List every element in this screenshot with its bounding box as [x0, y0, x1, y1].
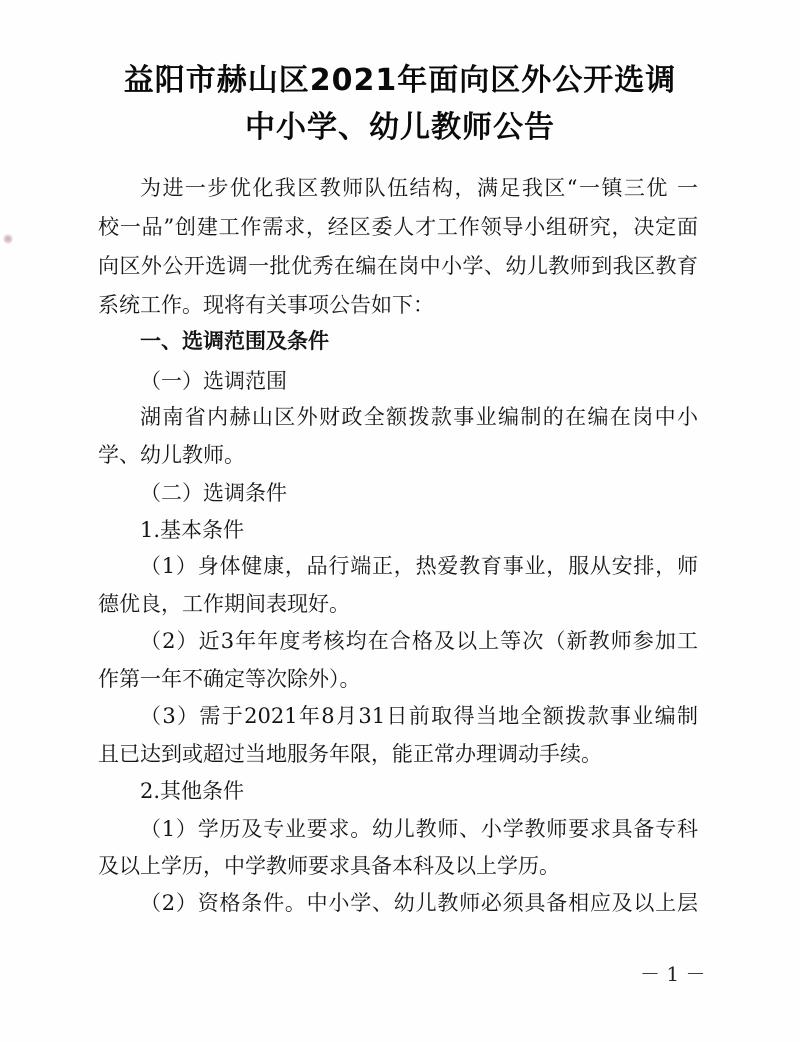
basic-item-1-line-2: 德优良，工作期间表现好。 — [98, 592, 350, 616]
basic-item-1-line-1: （1）身体健康，品行端正，热爱教育事业，服从安排，师 — [140, 554, 698, 578]
other-item-2-line-1: （2）资格条件。中小学、幼儿教师必须具备相应及以上层 — [140, 891, 698, 915]
other-item-1-line-1: （1）学历及专业要求。幼儿教师、小学教师要求具备专科 — [140, 817, 698, 841]
intro-line-3: 向区外公开选调一批优秀在编在岗中小学、幼儿教师到我区教育 — [98, 254, 698, 278]
intro-line-4: 系统工作。现将有关事项公告如下： — [98, 293, 434, 317]
other-heading: 2.其他条件 — [140, 779, 245, 803]
scan-smudge — [3, 234, 13, 244]
other-item-1-line-2: 及以上学历，中学教师要求具备本科及以上学历。 — [98, 854, 560, 878]
basic-heading: 1.基本条件 — [140, 518, 245, 542]
scope-line-2: 学、幼儿教师。 — [98, 443, 245, 467]
basic-item-3-line-1: （3）需于2021年8月31日前取得当地全额拨款事业编制 — [140, 704, 698, 728]
page-title-line1: 益阳市赫山区2021年面向区外公开选调 — [123, 63, 677, 98]
basic-item-3-line-2: 且已达到或超过当地服务年限，能正常办理调动手续。 — [98, 742, 602, 766]
sub2-heading: （二）选调条件 — [140, 481, 287, 505]
sub1-heading: （一）选调范围 — [140, 369, 287, 393]
scope-line-1: 湖南省内赫山区外财政全额拨款事业编制的在编在岗中小 — [140, 405, 698, 429]
section1-heading: 一、选调范围及条件 — [140, 329, 329, 353]
intro-line-2: 校一品”创建工作需求，经区委人才工作领导小组研究，决定面 — [98, 215, 698, 239]
basic-item-2-line-2: 作第一年不确定等次除外）。 — [98, 667, 361, 691]
page-number: － 1 － — [640, 962, 706, 986]
page-title-line2: 中小学、幼儿教师公告 — [245, 110, 555, 145]
basic-item-2-line-1: （2）近3年年度考核均在合格及以上等次（新教师参加工 — [140, 629, 698, 653]
intro-line-1: 为进一步优化我区教师队伍结构，满足我区“一镇三优 一 — [140, 176, 698, 200]
